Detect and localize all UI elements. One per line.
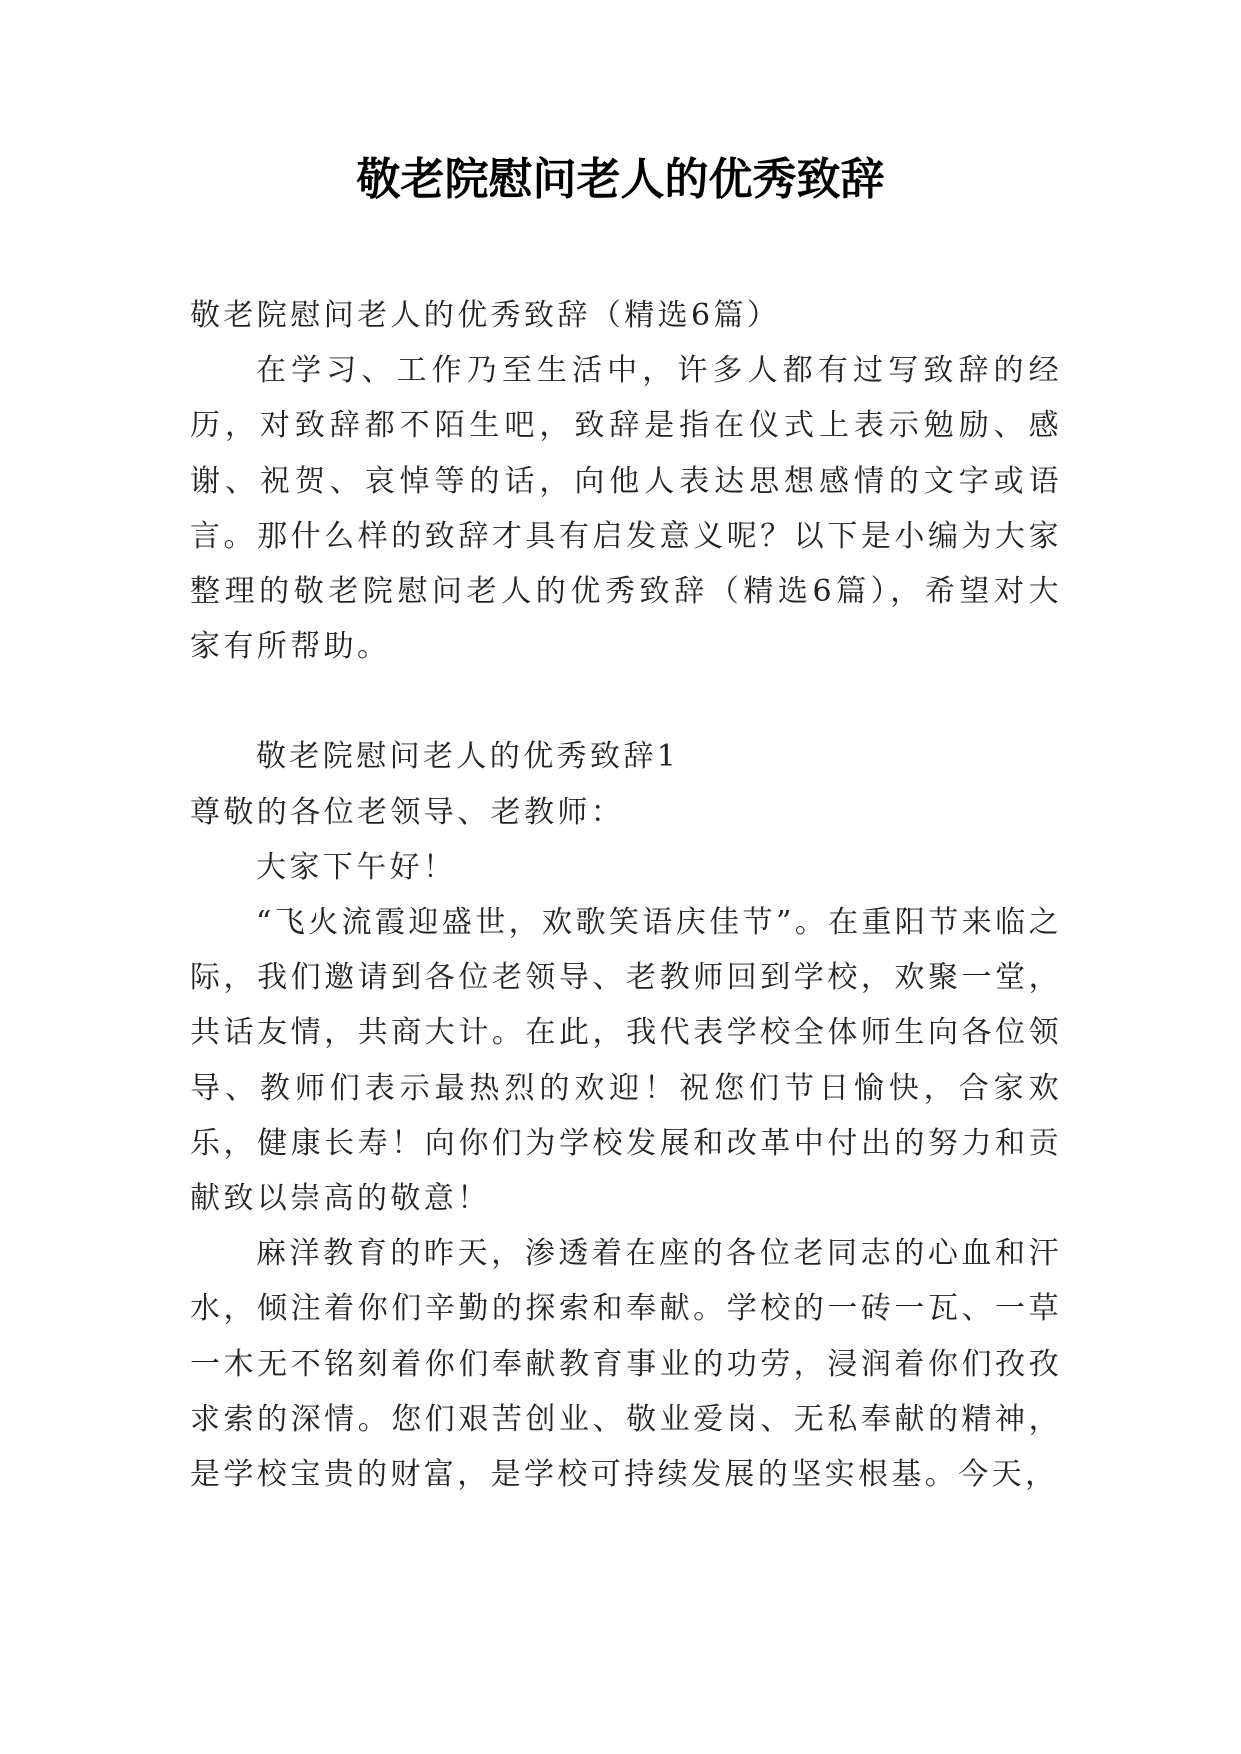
greeting: 大家下午好！ [256,849,457,885]
salutation: 尊敬的各位老领导、老教师： [190,794,625,830]
document-subtitle: 敬老院慰问老人的优秀致辞（精选6篇） [190,298,781,333]
intro-paragraph: 在学习、工作乃至生活中，许多人都有过写致辞的经历，对致辞都不陌生吧，致辞是指在仪式上表示勉励、感谢、祝贺、哀悼等的话，向他人表达思想感情的文字或语言。那什么样的致辞才具有启发意义呢？以下是小编为大家整理的敬老院慰问老人的优秀致辞（精选6篇），希望对大家有所帮助。 [190,353,1062,665]
body-paragraph-2: 麻洋教育的昨天，渗透着在座的各位老同志的心血和汗水，倾注着你们辛勤的探索和奉献。学校的一砖一瓦、一草一木无不铭刻着你们奉献教育事业的功劳，浸润着你们孜孜求索的深情。您们艰苦创业、敬业爱岗、无私奉献的精神，是学校宝贵的财富，是学校可持续发展的坚实根基。今天， [190,1236,1062,1493]
document-title: 敬老院慰问老人的优秀致辞 [356,154,885,205]
blank-line [190,674,1062,729]
document-body [190,288,1062,1502]
body-paragraph-1: “飞火流霞迎盛世，欢歌笑语庆佳节”。在重阳节来临之际，我们邀请到各位老领导、老教师回到学校，欢聚一堂，共话友情，共商大计。在此，我代表学校全体师生向各位领导、教师们表示最热烈的欢迎！祝您们节日愉快，合家欢乐，健康长寿！向你们为学校发展和改革中付出的努力和贡献致以崇高的敬意！ [190,905,1062,1217]
section-heading: 敬老院慰问老人的优秀致辞1 [256,739,680,775]
